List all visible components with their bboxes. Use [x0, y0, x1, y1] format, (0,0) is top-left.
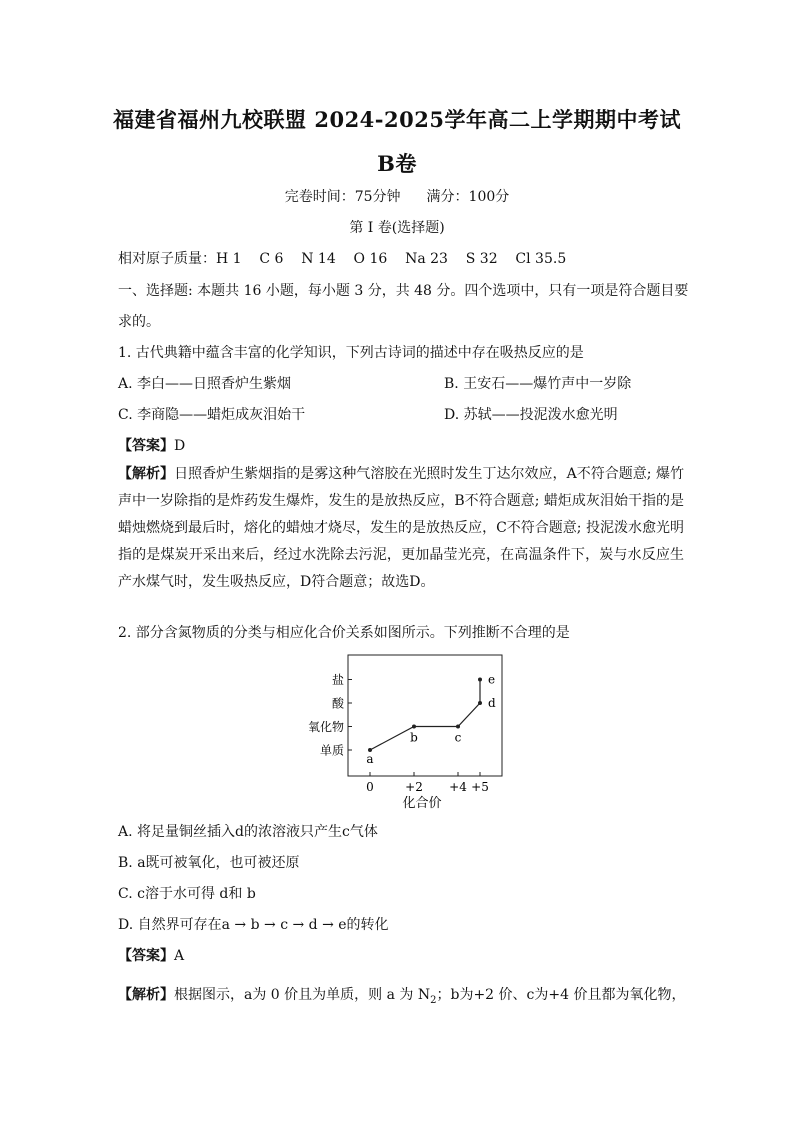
data-point-c [456, 725, 460, 729]
q1-answer-value: D [174, 438, 186, 454]
q1-option-a: A. 李白——日照香炉生紫烟 [118, 376, 292, 392]
answer-label: 【答案】 [118, 948, 174, 964]
chart-svg [300, 650, 510, 815]
point-label-c: c [454, 730, 462, 745]
x-tick-label: 0 [366, 780, 374, 794]
analysis-label: 【解析】 [118, 987, 174, 1003]
point-label-a: a [366, 752, 374, 766]
point-label-b: b [410, 730, 418, 745]
section-title: 第 I 卷(选择题) [349, 220, 445, 236]
y-tick-label: 盐 [331, 673, 344, 687]
y-tick-label: 酸 [331, 696, 344, 711]
answer-label: 【答案】 [118, 438, 174, 454]
exam-subtitle: B卷 [377, 151, 417, 176]
y-tick-label: 氧化物 [307, 720, 344, 734]
exam-title: 福建省福州九校联盟 2024-2025学年高二上学期期中考试 [113, 107, 681, 132]
time-limit: 完卷时间：75分钟 [284, 189, 401, 205]
q1-analysis-text: 日照香炉生紫烟指的是雾这种气溶胶在光照时发生丁达尔效应，A不符合题意; 爆竹声中一岁除指的是炸药发生爆炸，发生的是放热反应，B不符合题意; 蜡炬成灰泪始干指的是蜡烛燃烧到最后时，熔化的蜡烛才烧尽，发生的是放热反应，C不符合题意; 投泥泼水愈光明指的是煤炭开采出来后，经过水洗除去污泥，更加晶莹光亮，在高温条件下，炭与水反应生产水煤气时，发生吸热反应，D符合题意；故选D。 [118, 466, 685, 590]
q1-option-c: C. 李商隐——蜡炬成灰泪始干 [118, 407, 306, 423]
x-tick-label: +5 [471, 780, 489, 794]
part-intro-line-1: 一、选择题: 本题共 16 小题，每小题 3 分，共 48 分。四个选项中，只有一项是符合题目要 [118, 283, 689, 299]
q2-stem: 2. 部分含氮物质的分类与相应化合价关系如图所示。下列推断不合理的是 [118, 625, 570, 641]
exam-meta [0, 186, 794, 206]
y-tick-label: 单质 [319, 743, 344, 758]
q2-option-a: A. 将足量铜丝插入d的浓溶液只产生c气体 [118, 824, 378, 840]
q1-answer [118, 435, 683, 455]
x-tick-label: +2 [405, 780, 423, 794]
n2-formula: $N_2$ [417, 987, 437, 1006]
part-intro-line-2: 求的。 [118, 314, 160, 330]
x-tick-label: +4 [449, 780, 467, 794]
q2-answer [118, 945, 683, 965]
nitrogen-valence-chart [300, 650, 510, 815]
point-label-e: e [488, 672, 496, 687]
atomic-masses: 相对原子质量：H 1 C 6 N 14 O 16 Na 23 S 32 Cl 35.5 [118, 251, 567, 267]
q1-stem: 1. 古代典籍中蕴含丰富的化学知识，下列古诗词的描述中存在吸热反应的是 [118, 345, 584, 361]
q2-option-d: D. 自然界可存在a → b → c → d → e的转化 [118, 917, 389, 933]
analysis-label: 【解析】 [118, 466, 175, 482]
q2-analysis-pre: 根据图示，a为 0 价且为单质，则 a 为 [174, 987, 418, 1003]
q2-analysis [118, 984, 686, 1006]
q2-option-c: C. c溶于水可得 d和 b [118, 886, 256, 902]
series-line [370, 680, 480, 751]
data-point-b [412, 725, 416, 729]
point-label-d: d [488, 696, 496, 710]
full-score: 满分：100分 [426, 189, 510, 205]
q1-analysis [118, 461, 684, 596]
x-axis-label: 化合价 [402, 796, 442, 811]
q1-option-d: D. 苏轼——投泥泼水愈光明 [444, 407, 618, 423]
q2-answer-value: A [174, 948, 185, 964]
data-point-d [478, 701, 482, 705]
q2-option-b: B. a既可被氧化，也可被还原 [118, 855, 300, 871]
data-point-e [478, 678, 482, 682]
q1-option-b: B. 王安石——爆竹声中一岁除 [444, 376, 632, 392]
q2-analysis-post: ；b为+2 价、c为+4 价且都为氧化物， [436, 987, 686, 1003]
